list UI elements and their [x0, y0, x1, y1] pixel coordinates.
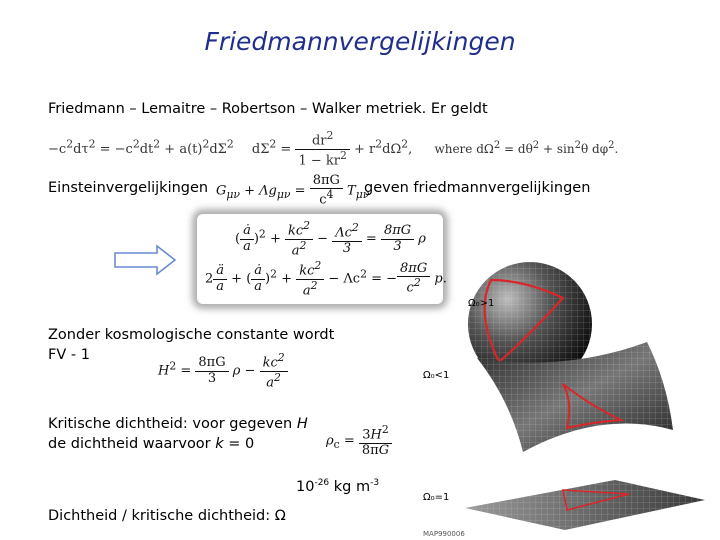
omega-flat-label: Ω₀=1 — [423, 492, 450, 503]
critical-density-value — [296, 474, 379, 497]
omega-symbol: Ω — [274, 508, 286, 524]
curvature-geometry-figure — [415, 262, 715, 538]
critical-density-equation: $\rho_c$ = $\frac{3H^2}{8\pi G}$ — [326, 424, 392, 458]
density-unit: kg m — [333, 478, 371, 495]
right-arrow-icon — [113, 244, 177, 276]
einstein-text: Einsteinvergelijkingen — [48, 180, 209, 196]
kritisch-text-2a: de dichtheid waarvoor — [48, 436, 211, 452]
geven-text: geven friedmannvergelijkingen — [364, 180, 591, 196]
density-unit-exponent: -3 — [370, 478, 380, 488]
dichtheid-line — [48, 507, 286, 526]
friedmann-equations-box — [197, 214, 447, 304]
figure-credit: MAP990006 — [423, 530, 465, 538]
h-symbol: H — [296, 416, 308, 432]
fv-text: FV - 1 — [48, 347, 90, 363]
kritisch-line-2 — [48, 435, 254, 454]
einstein-field-equation: $G_{\mu\nu} + \Lambda g_{\mu\nu}$ = $\frac{8\pi G}{c^4}$ $T_{\mu\nu}$ — [216, 173, 370, 208]
dichtheid-text: Dichtheid / kritische dichtheid: — [48, 508, 271, 524]
density-base: 10 — [296, 478, 315, 495]
kritisch-line-1 — [48, 415, 308, 434]
flrw-text: Friedmann – Lemaitre – Robertson – Walker metriek. Er geldt — [48, 101, 488, 117]
density-exponent: -26 — [314, 478, 330, 488]
hubble-equation: $H^2$ = $\frac{8\pi G}{3}$ ρ − $\frac{kc^2}{a^2}$ — [158, 352, 288, 390]
friedmann-equation-2: 2 $\frac{ä}{a}$ + ( $\frac{ȧ}{a}$ )$^2$ + $\frac{kc^2}{a^2}$ − $\Lambda c^2$ = − $\frac{8\pi G}{c^2}$ p. — [205, 259, 447, 298]
zonder-text: Zonder kosmologische constante wordt — [48, 327, 335, 343]
kritisch-text-2b: = 0 — [228, 436, 255, 452]
friedmann-equation-1: ( $\frac{ȧ}{a}$ )$^2$ + $\frac{kc^2}{a^2}$ − $\frac{\Lambda c^2}{3}$ = $\frac{8\pi G}{3}$ ρ — [235, 219, 426, 258]
omega-open-label: Ω₀<1 — [423, 370, 450, 381]
page-title: Friedmannvergelijkingen — [204, 27, 516, 56]
kritisch-text: Kritische dichtheid: voor gegeven — [48, 416, 293, 432]
k-symbol: k — [215, 436, 224, 452]
flat-universe-plane — [465, 480, 705, 530]
omega-closed-label: Ω₀>1 — [468, 298, 495, 309]
flrw-metric-equation: $-c^2d\tau^2 = -c^2dt^2 + a(t)^2d\Sigma^2$ $d\Sigma^2$ = $\frac{dr^2}{1 - kr^2}$ + $r^2d\Omega^2$, where $d\Omega^2 = d\theta^2 + \sin^2\theta$ $d\varphi^2$. — [48, 129, 619, 168]
